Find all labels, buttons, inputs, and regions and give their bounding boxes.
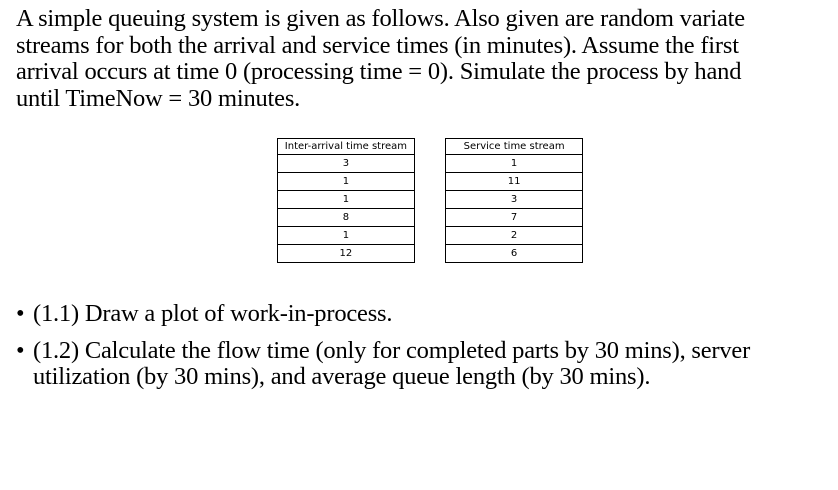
table-gap (414, 155, 445, 173)
service-time-cell: 2 (446, 227, 583, 245)
table-row (278, 155, 583, 173)
table-gap (414, 191, 445, 209)
problem-statement-line: A simple queuing system is given as follows. Also given are random variate (16, 5, 745, 32)
table-row (278, 245, 583, 263)
problem-statement-line: arrival occurs at time 0 (processing time = 0). Simulate the process by hand (16, 58, 742, 85)
table-row (278, 227, 583, 245)
task-text-line: utilization (by 30 mins), and average queue length (by 30 mins). (33, 363, 651, 390)
table-row (278, 173, 583, 191)
inter-arrival-cell: 12 (278, 245, 415, 263)
problem-statement-line: streams for both the arrival and service times (in minutes). Assume the first (16, 31, 739, 59)
table-gap (414, 209, 445, 227)
service-time-cell: 3 (446, 191, 583, 209)
list-item (16, 338, 828, 391)
problem-statement (16, 6, 828, 112)
table-gap (414, 245, 445, 263)
stream-table (277, 138, 583, 263)
list-item (16, 301, 828, 328)
table-gap (414, 227, 445, 245)
task-text-line: (1.1) Draw a plot of work-in-process. (33, 300, 393, 327)
bullet-icon: • (16, 336, 25, 364)
bullet-icon: • (16, 300, 25, 327)
service-time-header: Service time stream (446, 139, 583, 155)
inter-arrival-cell: 1 (278, 173, 415, 191)
table-row (278, 191, 583, 209)
task-list (16, 301, 828, 401)
table-gap (414, 173, 445, 191)
inter-arrival-header: Inter-arrival time stream (278, 139, 415, 155)
inter-arrival-cell: 1 (278, 227, 415, 245)
stream-tables (277, 138, 583, 271)
problem-statement-line: until TimeNow = 30 minutes. (16, 84, 301, 112)
service-time-cell: 7 (446, 209, 583, 227)
service-time-cell: 11 (446, 173, 583, 191)
inter-arrival-cell: 1 (278, 191, 415, 209)
task-text-line: (1.2) Calculate the flow time (only for completed parts by 30 mins), server (33, 336, 751, 364)
table-gap (414, 139, 445, 155)
inter-arrival-cell: 3 (278, 155, 415, 173)
table-row (278, 209, 583, 227)
service-time-cell: 6 (446, 245, 583, 263)
table-header-row (278, 139, 583, 155)
inter-arrival-cell: 8 (278, 209, 415, 227)
service-time-cell: 1 (446, 155, 583, 173)
